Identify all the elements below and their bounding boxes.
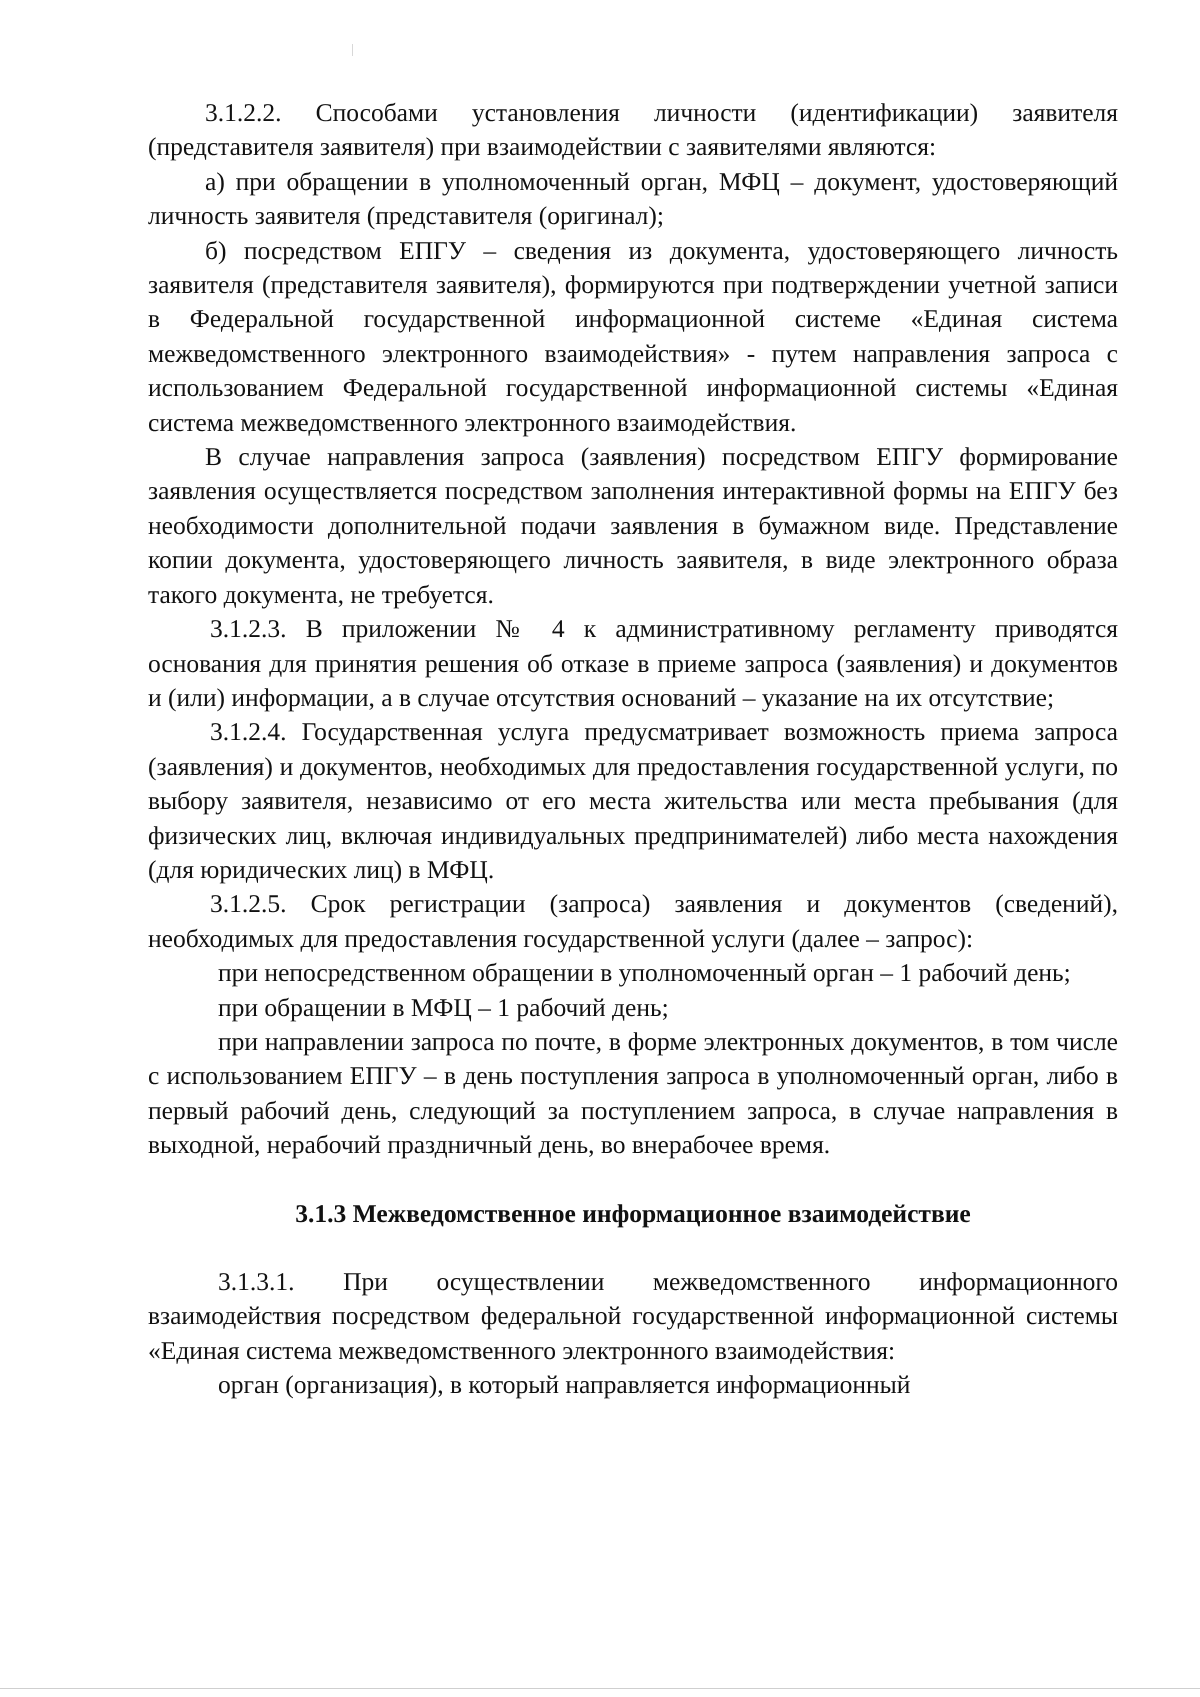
paragraph-3-1-2-4: 3.1.2.4. Государственная услуга предусматривает возможность приема запроса (заявления) и документов, необходимых для предоставления государственной услуги, по выбору заявителя, независимо от его места жительства или места пребывания (для физических лиц, включая индивидуальных предпринимателей) либо места нахождения (для юридических лиц) в МФЦ. [148,717,1118,884]
paragraph-postal-request: при направлении запроса по почте, в форме электронных документов, в том числе с использованием ЕПГУ – в день поступления запроса в уполномоченный орган, либо в первый рабочий день, следующий за поступлением запроса, в случае направления в выходной, нерабочий праздничный день, во внерабочее время. [148,1026,1118,1160]
section-heading: 3.1.3 Межведомственное информационное взаимодействие [295,1198,971,1228]
scan-mark-top [352,44,353,56]
paragraph-organ-recipient: орган (организация), в который направляется информационный [218,1370,911,1400]
paragraph-item-a: а) при обращении в уполномоченный орган, МФЦ – документ, удостоверяющий личность заявителя (представителя (оригинал); [148,166,1118,231]
paragraph-3-1-3-1: 3.1.3.1. При осуществлении межведомственного информационного взаимодействия посредством федеральной государственной информационной системы «Единая система межведомственного электронного взаимодействия: [148,1267,1118,1365]
paragraph-3-1-2-3: 3.1.2.3. В приложении № 4 к административному регламенту приводятся основания для принятия решения об отказе в приеме запроса (заявления) и документов и (или) информации, а в случае отсутствия оснований – указание на их отсутствие; [148,614,1118,712]
paragraph-3-1-2-5: 3.1.2.5. Срок регистрации (запроса) заявления и документов (сведений), необходимых для предоставления государственной услуги (далее – запрос): [148,889,1118,953]
paragraph-3-1-2-2: 3.1.2.2. Способами установления личности (идентификации) заявителя (представителя заявителя) при взаимодействии с заявителями являются: [148,98,1118,162]
paragraph-direct-appeal: при непосредственном обращении в уполномоченный орган – 1 рабочий день; [218,958,1071,988]
paragraph-mfc-appeal: при обращении в МФЦ – 1 рабочий день; [218,992,669,1022]
document-page [148,96,1118,1403]
paragraph-item-b: б) посредством ЕПГУ – сведения из документа, удостоверяющего личность заявителя (представителя заявителя), формируются при подтверждении учетной записи в Федеральной государственной информационной системе «Единая система межведомственного электронного взаимодействия» - путем направления запроса с использованием Федеральной государственной информационной системы «Единая система межведомственного электронного взаимодействия. [148,235,1118,437]
paragraph-epgu-request: В случае направления запроса (заявления) посредством ЕПГУ формирование заявления осуществляется посредством заполнения интерактивной формы на ЕПГУ без необходимости дополнительной подачи заявления в бумажном виде. Представление копии документа, удостоверяющего личность заявителя, в виде электронного образа такого документа, не требуется. [148,442,1118,609]
scan-edge-line [0,1688,1200,1689]
